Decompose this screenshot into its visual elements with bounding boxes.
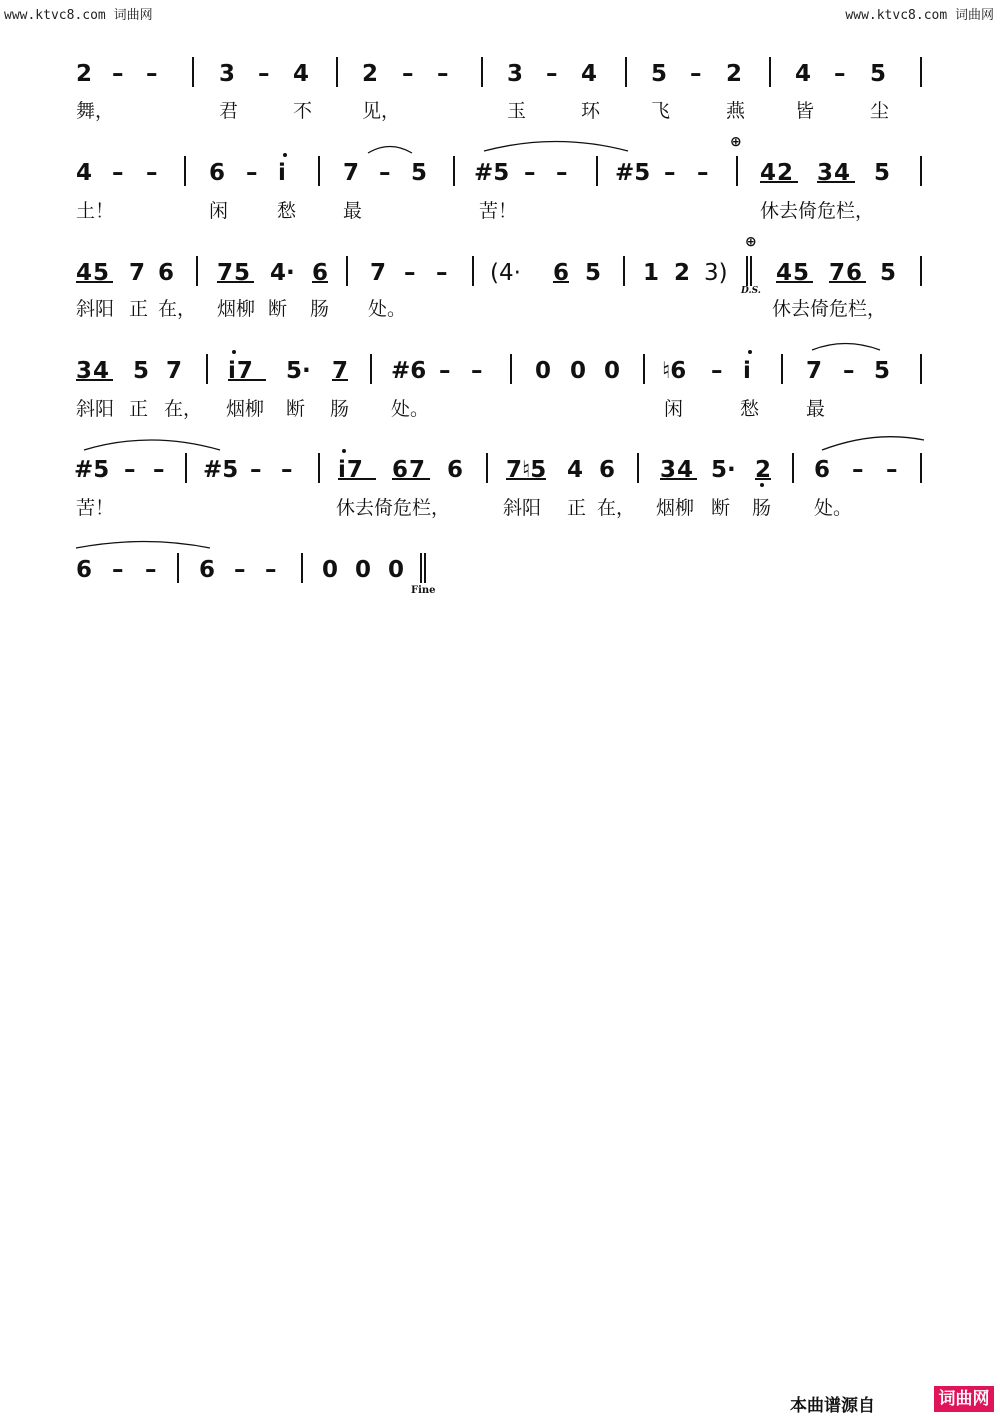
barline [346, 256, 348, 286]
lyric: 烟柳 [217, 298, 256, 320]
lyric: 烟柳 [656, 497, 695, 519]
barline [177, 553, 179, 583]
note: i [278, 160, 286, 186]
note: i7 [228, 358, 254, 384]
note: 2 [76, 61, 93, 87]
note: 5 [651, 61, 668, 87]
note: 7 [332, 358, 349, 384]
barline [481, 57, 483, 87]
note-row [0, 234, 1000, 296]
barline [625, 57, 627, 87]
note: i [743, 358, 751, 384]
barline [920, 57, 922, 87]
barline [185, 453, 187, 483]
lyric: 舞， [76, 100, 115, 122]
lyric: 不 [293, 100, 313, 122]
lyric: 在， [158, 298, 197, 320]
note: 2 [362, 61, 379, 87]
lyric: 愁 [740, 398, 760, 420]
score-line-1 [0, 55, 1000, 95]
note: – [437, 61, 449, 87]
lyric-row-4 [0, 394, 1000, 424]
barline [920, 256, 922, 286]
note: – [852, 457, 864, 483]
note: – [404, 260, 416, 286]
note: – [234, 557, 246, 583]
note: 45 [76, 260, 111, 286]
lyric: 处。 [391, 398, 430, 420]
note: 42 [760, 160, 795, 186]
lyric-row-1 [0, 96, 1000, 126]
note: 4 [581, 61, 598, 87]
lyric: 处。 [814, 497, 853, 519]
note: 6 [158, 260, 175, 286]
note: – [379, 160, 391, 186]
score-line-3 [0, 234, 1000, 296]
note: i7 [338, 457, 364, 483]
note: – [265, 557, 277, 583]
score-line-4 [0, 352, 1000, 392]
barline [792, 453, 794, 483]
barline [769, 57, 771, 87]
note: 0 [570, 358, 587, 384]
barline [370, 354, 372, 384]
note: 6 [447, 457, 464, 483]
note: #6 [391, 358, 427, 384]
note: 5 [874, 160, 891, 186]
note: 34 [76, 358, 111, 384]
barline [453, 156, 455, 186]
note: 0 [604, 358, 621, 384]
note: – [546, 61, 558, 87]
lyric: 肠 [330, 398, 350, 420]
note: 6 [76, 557, 93, 583]
ds-mark: D.S. [741, 286, 761, 296]
lyric: 最 [806, 398, 826, 420]
note: – [556, 160, 568, 186]
barline [318, 156, 320, 186]
lyric-row-2 [0, 196, 1000, 226]
slur [76, 542, 210, 549]
note: 6 [199, 557, 216, 583]
note: 4 [76, 160, 93, 186]
note: (4· [490, 260, 521, 286]
note: #5 [203, 457, 239, 483]
note: 3 [507, 61, 524, 87]
lyric: 正 [129, 298, 149, 320]
footer-logo[interactable]: 词曲网 [934, 1386, 994, 1412]
note: 7 [166, 358, 183, 384]
note: – [124, 457, 136, 483]
barline [920, 156, 922, 186]
lyric: 休去倚危栏， [760, 200, 875, 222]
note: 0 [322, 557, 339, 583]
lyric: 肠 [310, 298, 330, 320]
note: 0 [388, 557, 405, 583]
lyric: 断 [711, 497, 731, 519]
barline [196, 256, 198, 286]
slur [368, 147, 412, 154]
note: 5· [286, 358, 311, 384]
note: 6 [599, 457, 616, 483]
note: #5 [615, 160, 651, 186]
note-row [0, 352, 1000, 392]
barline [596, 156, 598, 186]
lyric: 正 [567, 497, 587, 519]
lyric: 休去倚危栏， [336, 497, 451, 519]
score-line-2 [0, 134, 1000, 194]
barline [736, 156, 738, 186]
lyric: 飞 [651, 100, 671, 122]
barline [643, 354, 645, 384]
lyric: 斜阳 [503, 497, 542, 519]
note: 67 [392, 457, 427, 483]
note: – [146, 160, 158, 186]
lyric: 最 [343, 200, 363, 222]
note-row [0, 55, 1000, 95]
note: 5 [133, 358, 150, 384]
note: 6 [312, 260, 329, 286]
note-row [0, 451, 1000, 491]
note: – [246, 160, 258, 186]
lyric-row-5 [0, 493, 1000, 523]
note: – [524, 160, 536, 186]
lyric: 愁 [277, 200, 297, 222]
double-barline-end [420, 553, 426, 583]
note: – [112, 160, 124, 186]
score-line-6 [0, 551, 1000, 596]
lyric: 在， [597, 497, 636, 519]
note: – [153, 457, 165, 483]
coda-sign: ⊕ [745, 234, 757, 250]
note: 34 [817, 160, 852, 186]
note: – [697, 160, 709, 186]
note: – [664, 160, 676, 186]
note: – [258, 61, 270, 87]
lyric: 休去倚危栏， [772, 298, 887, 320]
lyric: 尘 [870, 100, 890, 122]
note: 3) [704, 260, 728, 286]
lyric: 苦！ [479, 200, 518, 222]
barline [920, 453, 922, 483]
barline [920, 354, 922, 384]
note: 75 [217, 260, 252, 286]
slur [484, 142, 628, 152]
footer-source-label: 本曲谱源自 [790, 1396, 875, 1416]
note: – [690, 61, 702, 87]
note: – [886, 457, 898, 483]
note: 7 [129, 260, 146, 286]
lyric: 玉 [507, 100, 527, 122]
note: 5 [411, 160, 428, 186]
lyric: 斜阳 [76, 298, 115, 320]
barline [637, 453, 639, 483]
lyric-row-3 [0, 294, 1000, 324]
note: ♮6 [662, 358, 687, 384]
lyric: 闲 [209, 200, 229, 222]
note: #5 [74, 457, 110, 483]
barline [472, 256, 474, 286]
barline [623, 256, 625, 286]
fine-mark: Fine [411, 585, 436, 596]
note: 2 [755, 457, 772, 483]
lyric: 处。 [368, 298, 407, 320]
note: 76 [829, 260, 864, 286]
barline [192, 57, 194, 87]
lyric: 君 [219, 100, 239, 122]
note: 34 [660, 457, 695, 483]
note: 1 [643, 260, 660, 286]
note: 5 [880, 260, 897, 286]
lyric: 正 [129, 398, 149, 420]
header-site-left[interactable]: www.ktvc8.com 词曲网 [4, 8, 153, 23]
note: 5 [585, 260, 602, 286]
note: 0 [535, 358, 552, 384]
note: 6 [553, 260, 570, 286]
note: 7 [806, 358, 823, 384]
note: 5 [874, 358, 891, 384]
note: – [145, 557, 157, 583]
lyric: 断 [286, 398, 306, 420]
note: – [281, 457, 293, 483]
note: – [843, 358, 855, 384]
note: 4 [795, 61, 812, 87]
note: 7 [343, 160, 360, 186]
note: – [146, 61, 158, 87]
note: – [402, 61, 414, 87]
slur [812, 344, 880, 351]
note: – [112, 557, 124, 583]
lyric: 苦！ [76, 497, 115, 519]
note: 2 [674, 260, 691, 286]
note: 45 [776, 260, 811, 286]
lyric: 在， [164, 398, 203, 420]
barline [206, 354, 208, 384]
note: 5· [711, 457, 736, 483]
barline [336, 57, 338, 87]
note: 5 [870, 61, 887, 87]
note: – [436, 260, 448, 286]
lyric: 闲 [664, 398, 684, 420]
slur [84, 440, 220, 450]
lyric: 环 [581, 100, 601, 122]
note-row [0, 134, 1000, 194]
note: 7 [370, 260, 387, 286]
note: 7♮5 [506, 457, 547, 483]
lyric: 肠 [752, 497, 772, 519]
slur [822, 437, 924, 450]
note: – [439, 358, 451, 384]
header-site-right[interactable]: www.ktvc8.com 词曲网 [845, 8, 994, 23]
barline [510, 354, 512, 384]
note: – [834, 61, 846, 87]
double-barline [746, 256, 752, 286]
note: – [250, 457, 262, 483]
barline [301, 553, 303, 583]
lyric: 烟柳 [226, 398, 265, 420]
score-line-5 [0, 451, 1000, 491]
coda-sign: ⊕ [730, 134, 742, 150]
note: 6 [209, 160, 226, 186]
barline [318, 453, 320, 483]
note: 2 [726, 61, 743, 87]
note-row [0, 551, 1000, 596]
note: – [471, 358, 483, 384]
note: 3 [219, 61, 236, 87]
lyric: 斜阳 [76, 398, 115, 420]
lyric: 燕 [726, 100, 746, 122]
note: 4 [567, 457, 584, 483]
lyric: 见， [362, 100, 401, 122]
barline [781, 354, 783, 384]
note: 4· [270, 260, 295, 286]
note: – [711, 358, 723, 384]
lyric: 土！ [76, 200, 115, 222]
note: #5 [474, 160, 510, 186]
lyric: 皆 [795, 100, 815, 122]
lyric: 断 [268, 298, 288, 320]
barline [184, 156, 186, 186]
note: 6 [814, 457, 831, 483]
note: 0 [355, 557, 372, 583]
note: – [112, 61, 124, 87]
barline [486, 453, 488, 483]
note: 4 [293, 61, 310, 87]
